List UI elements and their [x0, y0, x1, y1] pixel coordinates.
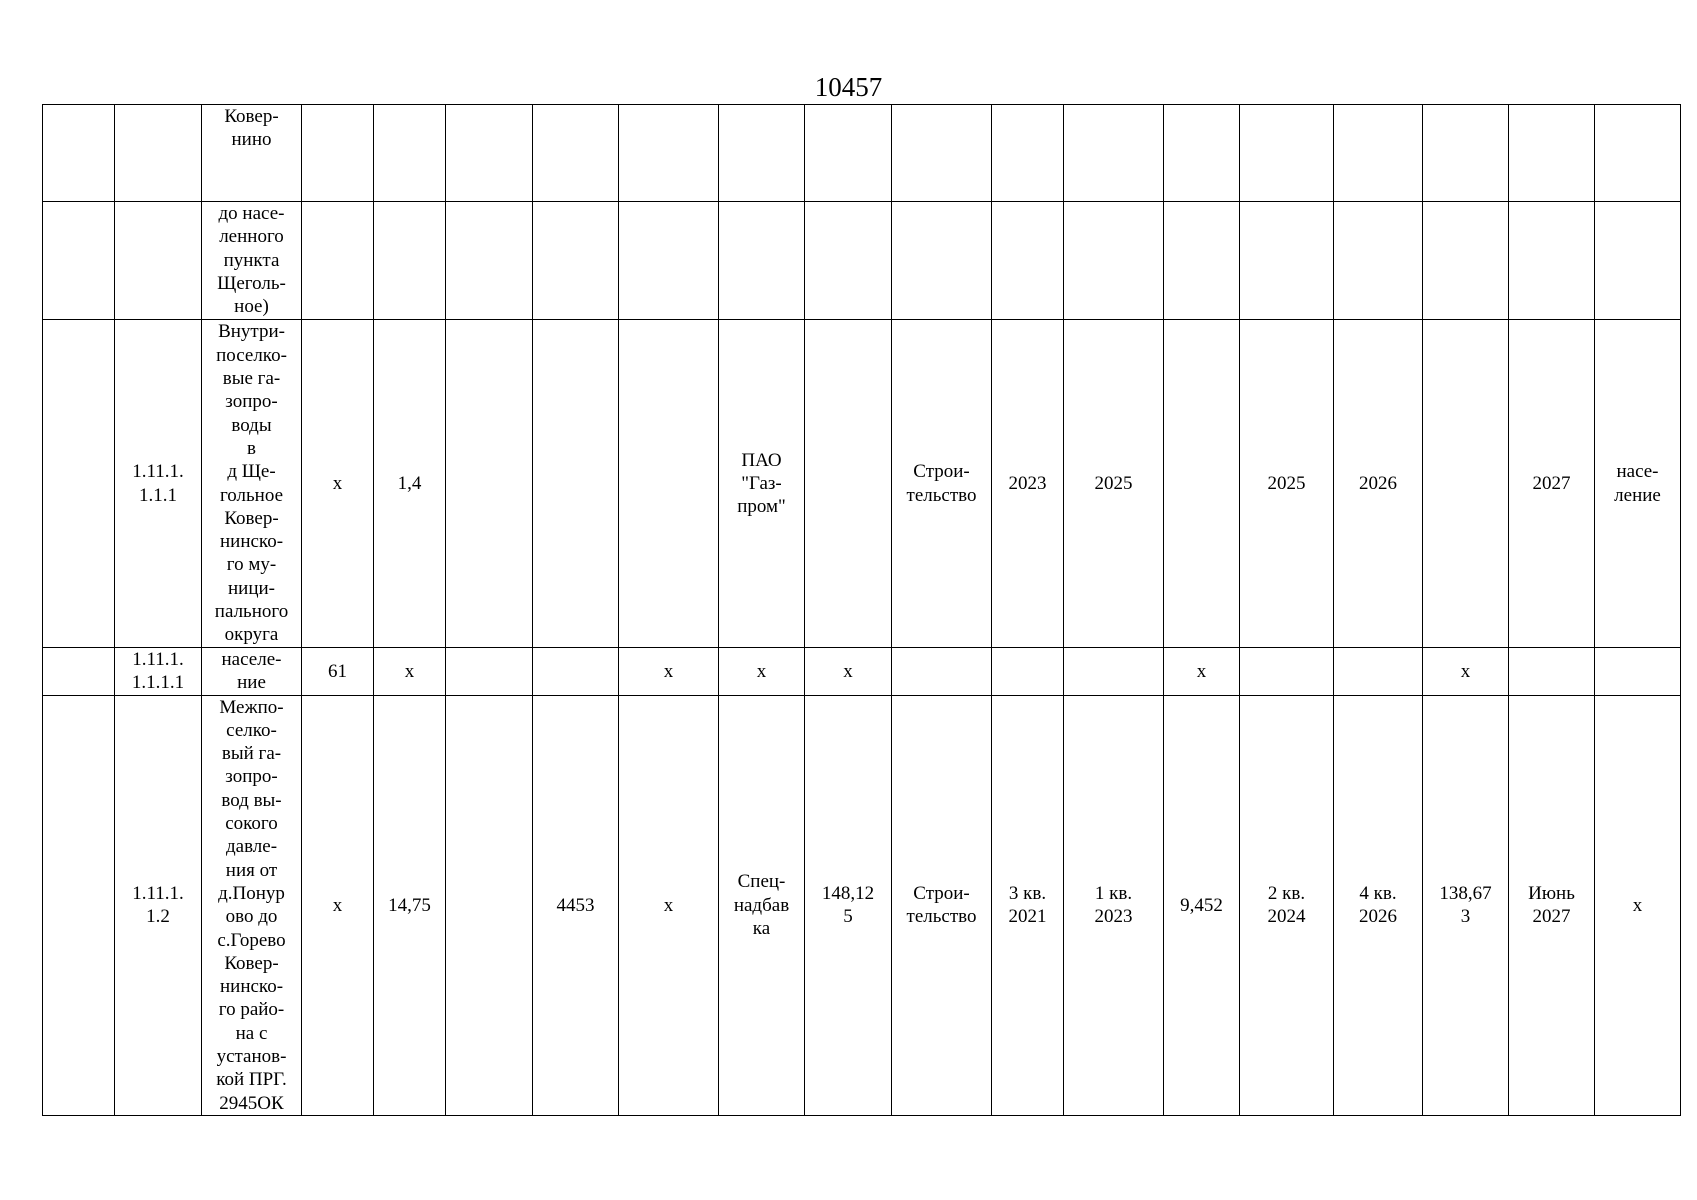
table-cell: Ковер- нино [202, 105, 302, 202]
table-cell: 14,75 [374, 695, 446, 1115]
table-cell [374, 202, 446, 320]
table-cell [1595, 105, 1681, 202]
table-cell [43, 695, 115, 1115]
table-cell: 2023 [992, 320, 1064, 648]
table-row [43, 202, 1681, 320]
table-cell [533, 320, 619, 648]
table-cell [1334, 648, 1423, 696]
table-cell [719, 202, 805, 320]
table-cell [446, 105, 533, 202]
table-cell [43, 648, 115, 696]
table-cell: 1.11.1. 1.1.1 [115, 320, 202, 648]
table-cell: 2026 [1334, 320, 1423, 648]
table-cell: 3 кв. 2021 [992, 695, 1064, 1115]
table-cell: Спец- надбав ка [719, 695, 805, 1115]
table-cell: х [302, 695, 374, 1115]
table-cell [892, 202, 992, 320]
table-cell [892, 105, 992, 202]
table-cell [302, 105, 374, 202]
table-cell [805, 105, 892, 202]
table-cell: 2025 [1064, 320, 1164, 648]
table-cell: Межпо- селко- вый га- зопро- вод вы- сокого давле- ния от д.Понур ово до с.Горево Ковер- нинско- го райо- на с установ- кой ПРГ. 2945ОК [202, 695, 302, 1115]
table-cell: 2025 [1240, 320, 1334, 648]
table-cell [1509, 105, 1595, 202]
table-cell [1164, 320, 1240, 648]
table-row [43, 320, 1681, 648]
table-cell: х [719, 648, 805, 696]
table-cell [533, 648, 619, 696]
table-cell [115, 105, 202, 202]
table-cell: 9,452 [1164, 695, 1240, 1115]
table-cell [1595, 202, 1681, 320]
table-cell: 2 кв. 2024 [1240, 695, 1334, 1115]
table-cell: 1.11.1. 1.2 [115, 695, 202, 1115]
table-cell: 1 кв. 2023 [1064, 695, 1164, 1115]
table-cell [992, 202, 1064, 320]
table-cell [115, 202, 202, 320]
table-cell: х [1595, 695, 1681, 1115]
table-cell: Строи- тельство [892, 320, 992, 648]
table-cell: х [1423, 648, 1509, 696]
table-cell: Строи- тельство [892, 695, 992, 1115]
table-cell [446, 648, 533, 696]
table-cell [1240, 648, 1334, 696]
table-cell: 138,67 3 [1423, 695, 1509, 1115]
table-cell [1240, 202, 1334, 320]
table-cell: х [302, 320, 374, 648]
table-cell: ПАО "Газ- пром" [719, 320, 805, 648]
table-cell: 148,12 5 [805, 695, 892, 1115]
table-cell [1164, 202, 1240, 320]
table-cell [805, 202, 892, 320]
table-cell: населе- ние [202, 648, 302, 696]
table-cell [1334, 202, 1423, 320]
table-cell [992, 648, 1064, 696]
table-cell: до насе- ленного пункта Щеголь- ное) [202, 202, 302, 320]
table-row [43, 105, 1681, 202]
table-cell: 1,4 [374, 320, 446, 648]
table-cell [43, 202, 115, 320]
table-cell [533, 105, 619, 202]
table-cell: Июнь 2027 [1509, 695, 1595, 1115]
table-cell [1595, 648, 1681, 696]
table-cell: 4453 [533, 695, 619, 1115]
table-row [43, 648, 1681, 696]
table-cell [43, 105, 115, 202]
table-cell: 2027 [1509, 320, 1595, 648]
table-cell: насе- ление [1595, 320, 1681, 648]
table-cell [619, 202, 719, 320]
table-cell: 1.11.1. 1.1.1.1 [115, 648, 202, 696]
table-cell [892, 648, 992, 696]
table-cell [302, 202, 374, 320]
table-cell [446, 320, 533, 648]
table-cell [446, 202, 533, 320]
table-cell [1064, 202, 1164, 320]
table-cell: Внутри- поселко- вые га- зопро- воды в д Ще- гольное Ковер- нинско- го му- ници- пального округа [202, 320, 302, 648]
table-cell: х [619, 695, 719, 1115]
table-cell [446, 695, 533, 1115]
table-cell [805, 320, 892, 648]
table-cell [1423, 105, 1509, 202]
table-cell [1423, 320, 1509, 648]
table-cell: х [619, 648, 719, 696]
table-cell [43, 320, 115, 648]
table-cell [719, 105, 805, 202]
table-cell [533, 202, 619, 320]
table-cell [1164, 105, 1240, 202]
table-cell [1509, 648, 1595, 696]
table-cell [374, 105, 446, 202]
table-cell [1064, 105, 1164, 202]
table-cell [1064, 648, 1164, 696]
table-cell [1240, 105, 1334, 202]
table-cell [1334, 105, 1423, 202]
table-cell: 4 кв. 2026 [1334, 695, 1423, 1115]
table-cell: 61 [302, 648, 374, 696]
data-table [42, 104, 1681, 1116]
page-number: 10457 [814, 72, 883, 102]
table-cell [992, 105, 1064, 202]
table-cell: х [1164, 648, 1240, 696]
table-cell [619, 105, 719, 202]
table-row [43, 695, 1681, 1115]
table-cell: х [805, 648, 892, 696]
table-cell: х [374, 648, 446, 696]
table-cell [619, 320, 719, 648]
table-cell [1509, 202, 1595, 320]
table-cell [1423, 202, 1509, 320]
